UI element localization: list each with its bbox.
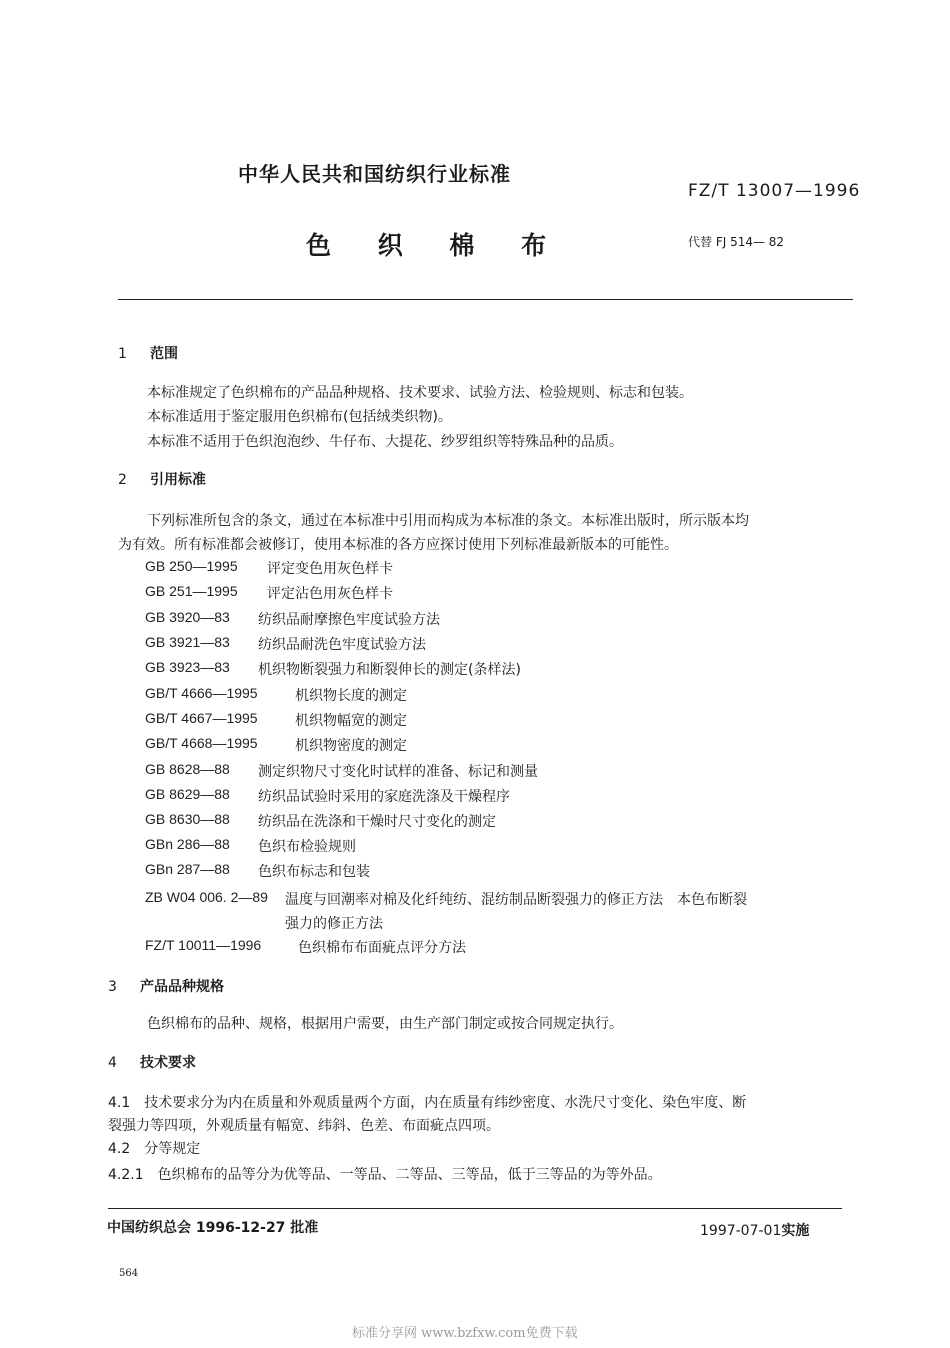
reference-code: GB/T 4666—1995 [145, 685, 258, 701]
clause-4-1-continued: 裂强力等四项，外观质量有幅宽、纬斜、色差、布面疵点四项。 [108, 1118, 500, 1134]
watermark: 标准分享网 www.bzfxw.com免费下载 [352, 1326, 578, 1341]
reference-code: FZ/T 10011—1996 [145, 937, 262, 953]
standard-code: FZ/T 13007—1996 [688, 181, 861, 201]
effective-note [700, 1220, 809, 1240]
header-divider [118, 299, 853, 300]
effective-label: 实施 [781, 1223, 810, 1239]
section-4-heading [108, 1052, 196, 1072]
reference-item [145, 811, 496, 830]
section-2-heading [118, 469, 206, 489]
replaces-note: 代替 FJ 514— 82 [688, 235, 785, 249]
effective-date: 1997-07-01 [700, 1223, 782, 1239]
reference-code: ZB W04 006. 2—89 [145, 889, 268, 905]
clause-4-1: 4.1 技术要求分为内在质量和外观质量两个方面，内在质量有纬纱密度、水洗尺寸变化、染色牢度、断 [108, 1095, 747, 1111]
reference-code: GB 8629—88 [145, 786, 230, 802]
page-number: 564 [119, 1268, 139, 1279]
reference-code: GBn 286—88 [145, 836, 230, 852]
section-1-heading [118, 343, 178, 363]
reference-code: GB 250—1995 [145, 558, 238, 574]
reference-name: 温度与回潮率对棉及化纤纯纺、混纺制品断裂强力的修正方法 本色布断裂 [285, 892, 747, 908]
reference-name: 评定变色用灰色样卡 [267, 561, 393, 577]
reference-name: 评定沾色用灰色样卡 [267, 586, 393, 602]
section-number: 4 [108, 1055, 117, 1071]
reference-code: GB 3923—83 [145, 659, 230, 675]
section-number: 1 [118, 346, 127, 362]
reference-code: GB 3920—83 [145, 609, 230, 625]
approval-note: 中国纺织总会 1996-12-27 批准 [107, 1220, 319, 1236]
reference-item [145, 836, 356, 855]
reference-code: GB 3921—83 [145, 634, 230, 650]
reference-name: 测定织物尺寸变化时试样的准备、标记和测量 [258, 764, 538, 780]
footer-divider [108, 1208, 842, 1209]
paragraph: 色织棉布的品种、规格，根据用户需要，由生产部门制定或按合同规定执行。 [147, 1016, 623, 1032]
clause-4-2-1: 4.2.1 色织棉布的品等分为优等品、一等品、二等品、三等品，低于三等品的为等外品。 [108, 1167, 662, 1183]
reference-code: GB/T 4667—1995 [145, 710, 258, 726]
paragraph: 下列标准所包含的条文，通过在本标准中引用而构成为本标准的条文。本标准出版时，所示版本均 [147, 513, 749, 529]
section-title: 产品品种规格 [140, 979, 224, 995]
section-title: 范围 [150, 346, 178, 362]
reference-name: 纺织品在洗涤和干燥时尺寸变化的测定 [258, 814, 496, 830]
reference-name: 机织物长度的测定 [295, 688, 407, 704]
reference-code: GB 8630—88 [145, 811, 230, 827]
reference-name: 机织物密度的测定 [295, 738, 407, 754]
reference-code: GB 8628—88 [145, 761, 230, 777]
document-title: 色 织 棉 布 [306, 231, 566, 260]
paragraph: 本标准不适用于色织泡泡纱、牛仔布、大提花、纱罗组织等特殊品种的品质。 [147, 434, 623, 450]
reference-name: 色织布检验规则 [258, 839, 356, 855]
issuing-body-title: 中华人民共和国纺织行业标准 [238, 162, 511, 186]
reference-item [145, 761, 538, 780]
reference-item [145, 558, 393, 577]
reference-item [145, 735, 407, 754]
section-title: 技术要求 [140, 1055, 196, 1071]
reference-code: GBn 287—88 [145, 861, 230, 877]
reference-name: 纺织品耐摩擦色牢度试验方法 [258, 612, 440, 628]
reference-name: 色织棉布布面疵点评分方法 [298, 940, 466, 956]
paragraph: 本标准适用于鉴定服用色织棉布(包括绒类织物)。 [147, 409, 452, 425]
section-3-heading [108, 976, 224, 996]
clause-4-2: 4.2 分等规定 [108, 1141, 201, 1157]
reference-item [145, 937, 466, 956]
reference-name: 纺织品耐洗色牢度试验方法 [258, 637, 426, 653]
reference-item [145, 710, 407, 729]
reference-name: 色织布标志和包装 [258, 864, 370, 880]
section-title: 引用标准 [150, 472, 206, 488]
reference-item [145, 685, 407, 704]
section-number: 3 [108, 979, 117, 995]
reference-item [145, 659, 521, 678]
reference-name: 机织物断裂强力和断裂伸长的测定(条样法) [258, 662, 521, 678]
reference-code: GB 251—1995 [145, 583, 238, 599]
reference-item [145, 609, 440, 628]
reference-name-continued: 强力的修正方法 [285, 916, 383, 932]
reference-item [145, 786, 510, 805]
reference-name: 机织物幅宽的测定 [295, 713, 407, 729]
reference-item [145, 889, 747, 932]
reference-item [145, 583, 393, 602]
paragraph: 为有效。所有标准都会被修订，使用本标准的各方应探讨使用下列标准最新版本的可能性。 [118, 537, 678, 553]
reference-item [145, 861, 370, 880]
reference-name: 纺织品试验时采用的家庭洗涤及干燥程序 [258, 789, 510, 805]
reference-item [145, 634, 426, 653]
paragraph: 本标准规定了色织棉布的产品品种规格、技术要求、试验方法、检验规则、标志和包装。 [147, 385, 693, 401]
section-number: 2 [118, 472, 127, 488]
reference-code: GB/T 4668—1995 [145, 735, 258, 751]
